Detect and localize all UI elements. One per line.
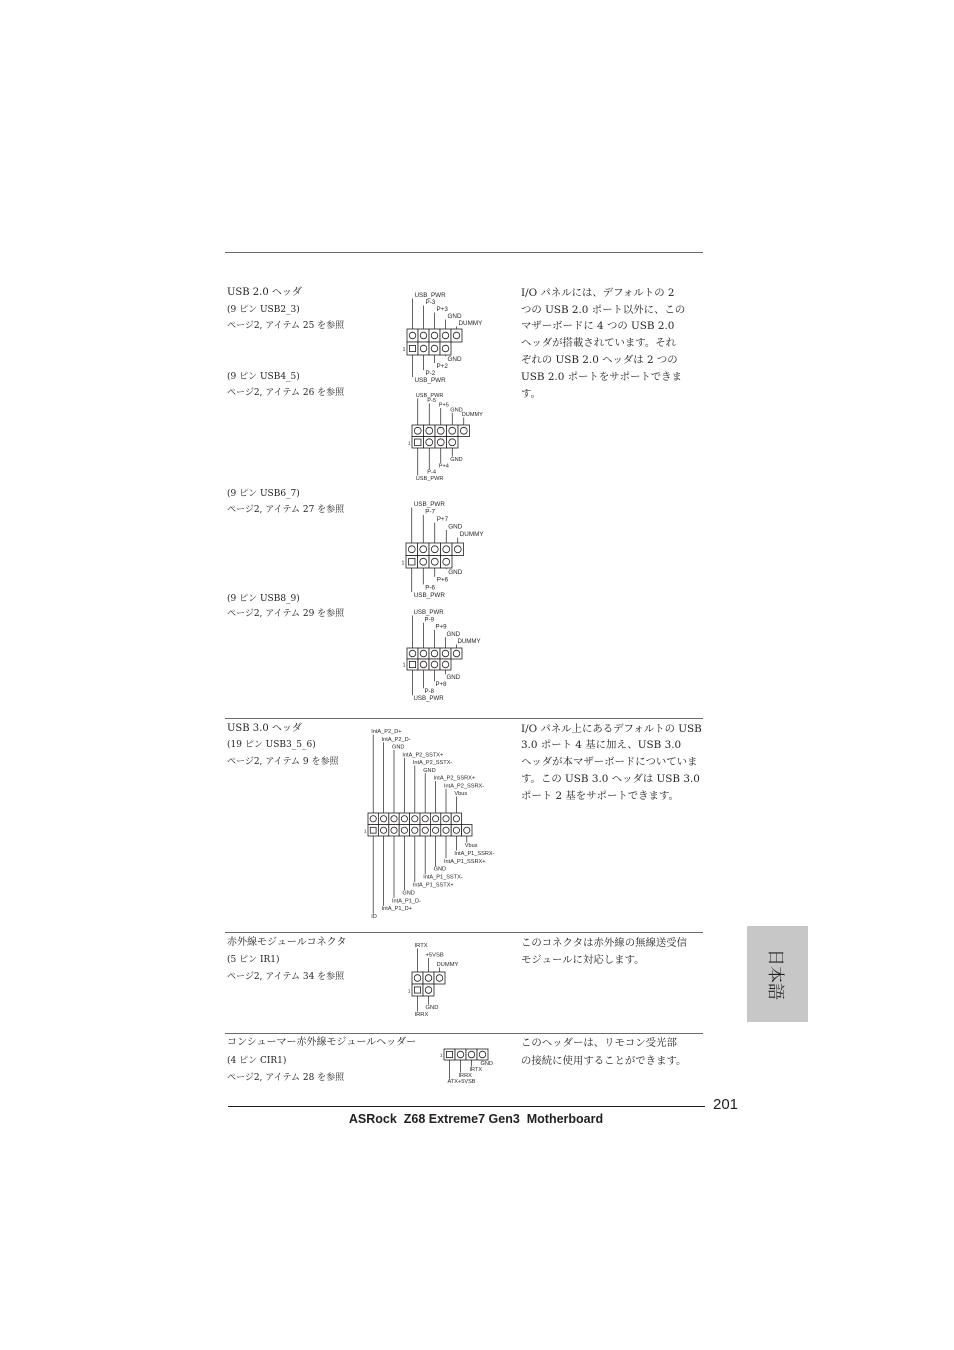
usb3_5_6-reference: ページ2, アイテム 9 を参照 <box>227 757 339 767</box>
pin-cell <box>430 813 440 825</box>
pin-cell <box>420 813 430 825</box>
usb6_7-pin-count: (9 ピン USB6_7) <box>227 489 300 499</box>
pin-label: USB_PWR <box>415 475 444 482</box>
pin-cell <box>406 543 418 556</box>
usb20-description-line: USB 2.0 ポートをサポートできま <box>521 371 682 383</box>
pin-label: USB_PWR <box>414 377 446 384</box>
pin-label: IRRX <box>414 1012 429 1018</box>
cir-description-line: このヘッダーは、リモコン受光部 <box>521 1037 677 1049</box>
pin-cell <box>399 825 409 837</box>
cir-section-title: コンシューマー赤外線モジュールヘッダー <box>227 1037 417 1048</box>
pin-cell <box>399 813 409 825</box>
pin-cell <box>447 437 459 449</box>
pin-cell <box>452 543 464 556</box>
pin-label: DUMMY <box>457 638 481 645</box>
pin-cell <box>423 984 434 996</box>
pin-label: GND <box>450 457 463 463</box>
pin-cell <box>418 342 429 355</box>
pin-cell <box>418 556 430 569</box>
ir1-pin-count: (5 ピン IR1) <box>227 955 280 965</box>
pin-label: GND <box>402 890 415 897</box>
pin-cell <box>412 972 423 984</box>
pin-cell <box>447 425 459 437</box>
ir-description-line: このコネクタは赤外線の無線送受信 <box>521 937 688 949</box>
pin-cell <box>378 825 388 837</box>
pin-cell <box>423 972 434 984</box>
pin1-marker: 1 <box>407 989 411 995</box>
pin-cell <box>444 1049 455 1060</box>
pin-label: IntA_P1_SSTX- <box>423 874 463 881</box>
usb8-9-diagram <box>403 609 481 702</box>
pin1-marker: 1 <box>402 347 406 354</box>
pin-cell <box>451 648 462 659</box>
pin-cell <box>424 425 436 437</box>
pin-cell <box>410 813 420 825</box>
usb4_5-reference: ページ2, アイテム 26 を参照 <box>227 388 345 398</box>
pin-label: GND <box>447 313 462 320</box>
pin-label: DUMMY <box>436 962 459 968</box>
pin-label: P-7 <box>425 508 436 516</box>
pin-cell <box>412 984 423 996</box>
usb3-5-6-diagram <box>364 729 495 920</box>
pin-label: P+4 <box>438 463 449 470</box>
pin-cell <box>441 543 453 556</box>
pin1-marker: 1 <box>402 662 406 669</box>
pin-label: Vbus <box>454 791 468 797</box>
pin-cell <box>368 825 378 837</box>
pin-cell <box>458 425 470 437</box>
pin-label: IntA_P1_D+ <box>381 906 412 913</box>
pin-label: IntA_P1_D- <box>392 898 421 905</box>
pin-cell <box>406 556 418 569</box>
pin-cell <box>418 329 429 342</box>
pin-cell <box>378 813 388 825</box>
pin-cell <box>420 825 430 837</box>
ir-description-line: モジュールに対応します。 <box>521 954 645 966</box>
cir-description-line: の接続に使用することができます。 <box>521 1055 687 1067</box>
pin-label: P+9 <box>435 623 447 631</box>
pin-label: GND <box>448 523 463 531</box>
usb8_9-pin-count: (9 ピン USB8_9) <box>227 594 300 604</box>
pin-cell <box>441 825 451 837</box>
usb8_9-reference: ページ2, アイテム 29 を参照 <box>227 609 345 619</box>
pin-label: P+8 <box>435 681 447 688</box>
pin-label: DUMMY <box>458 320 483 327</box>
pin-cell <box>368 813 378 825</box>
pin-label: IntA_P2_D- <box>381 736 411 743</box>
pin-cell <box>429 342 440 355</box>
usb3_5_6-pin-count: (19 ピン USB3_5_6) <box>227 740 316 750</box>
usb6_7-reference: ページ2, アイテム 27 を参照 <box>227 505 345 515</box>
cir1-reference: ページ2, アイテム 28 を参照 <box>227 1073 345 1083</box>
pin-label: IntA_P2_SSRX+ <box>433 775 476 782</box>
pin-label: IntA_P1_SSRX- <box>454 850 495 857</box>
pin-label: P+7 <box>436 516 449 523</box>
usb20-description-line: ヘッダが搭載されています。それ <box>521 337 677 349</box>
pin1-marker: 1 <box>439 1053 443 1059</box>
usb30-description-line: I/O パネル上にあるデフォルトの USB <box>521 723 702 735</box>
pin-cell <box>424 437 436 449</box>
pin-label: P-2 <box>425 370 436 377</box>
pin-label: IntA_P1_SSRX+ <box>444 858 486 865</box>
usb30-description-line: 3.0 ポート 4 基に加え、USB 3.0 <box>521 739 682 751</box>
pin-label: GND <box>447 356 462 363</box>
ir1-reference: ページ2, アイテム 34 を参照 <box>227 972 345 982</box>
pin-cell <box>440 342 451 355</box>
pin-label: GND <box>423 767 436 774</box>
pin-label: P-8 <box>424 688 434 695</box>
pin-cell <box>410 825 420 837</box>
usb2_3-reference: ページ2, アイテム 25 を参照 <box>227 321 345 331</box>
pin-cell <box>429 543 441 556</box>
pin-cell <box>389 813 399 825</box>
product-name: ASRock Z68 Extreme7 Gen3 Motherboard <box>348 1112 604 1126</box>
usb2-3-diagram <box>403 292 484 384</box>
usb20-description-line: す。 <box>521 388 541 400</box>
page-number: 201 <box>713 1096 739 1113</box>
usb30-description-line: す。この USB 3.0 ヘッダは USB 3.0 <box>521 773 700 785</box>
usb30-description-line: ヘッダが本マザーボードについていま <box>521 756 698 768</box>
usb2_3-pin-count: (9 ピン USB2_3) <box>227 305 300 315</box>
pin-label: USB_PWR <box>413 695 444 702</box>
pin-cell <box>455 1049 466 1060</box>
pin-label: USB_PWR <box>413 609 444 616</box>
pin-cell <box>451 825 461 837</box>
pin-cell <box>462 825 472 837</box>
pin-cell <box>441 556 453 569</box>
pin-cell <box>440 329 451 342</box>
pin-cell <box>412 425 424 437</box>
pin-label: DUMMY <box>461 412 483 418</box>
pin-label: ID <box>371 914 377 921</box>
usb20-description-line: I/O パネルには、デフォルトの 2 <box>521 287 675 299</box>
pin-label: USB_PWR <box>413 592 445 600</box>
pin-label: GND <box>448 569 463 576</box>
usb30-description-line: ポート 2 基をサポートできます。 <box>521 790 679 802</box>
usb20-description-line: マザーボードに 4 つの USB 2.0 <box>521 320 675 332</box>
cir1-diagram <box>440 1049 493 1085</box>
usb4-5-diagram <box>408 393 483 482</box>
pin-label: IRTX <box>414 943 428 949</box>
pin-cell <box>434 972 445 984</box>
language-tab <box>747 926 808 1022</box>
usb20-description-line: ぞれの USB 2.0 ヘッダは 2 つの <box>521 354 678 366</box>
pin-label: IntA_P1_SSTX+ <box>412 882 454 889</box>
pin-cell <box>412 437 424 449</box>
pin-label: GND <box>446 674 461 681</box>
usb20-section-title: USB 2.0 ヘッダ <box>227 287 302 298</box>
pin-label: IRRX <box>458 1073 472 1079</box>
pin-cell <box>429 329 440 342</box>
pin-cell <box>466 1049 477 1060</box>
pin-cell <box>418 648 429 659</box>
cir1-pin-count: (4 ピン CIR1) <box>227 1056 287 1066</box>
pin-cell <box>435 425 447 437</box>
pin-cell <box>429 648 440 659</box>
pin-label: IntA_P2_SSTX- <box>412 760 453 766</box>
pin1-marker: 1 <box>407 441 411 447</box>
pin-label: GND <box>446 630 461 638</box>
pin-label: USB_PWR <box>413 501 445 508</box>
pin-label: GND <box>433 866 447 873</box>
pin-label: P-4 <box>427 469 436 476</box>
pin-label: P-5 <box>427 397 436 404</box>
pin-cell <box>389 825 399 837</box>
pin-label: Vbus <box>464 843 478 849</box>
pin-cell <box>451 813 461 825</box>
pin-label: ATX+5VSB <box>447 1079 476 1085</box>
pin-cell <box>440 648 451 659</box>
ir-section-title: 赤外線モジュールコネクタ <box>227 937 347 948</box>
usb6-7-diagram <box>402 501 485 599</box>
usb20-description-line: つの USB 2.0 ポート以外に、この <box>521 304 686 316</box>
pin-cell <box>418 659 429 670</box>
pin-label: IRTX <box>469 1067 483 1073</box>
pin-label: P+2 <box>436 363 448 370</box>
pin-cell <box>435 437 447 449</box>
pin-label: P-3 <box>425 299 436 306</box>
pin-cell <box>407 329 418 342</box>
ir1-diagram <box>408 943 459 1018</box>
pin-label: DUMMY <box>459 531 484 538</box>
pin-label: P+5 <box>438 402 449 409</box>
pin-cell <box>418 543 430 556</box>
usb4_5-pin-count: (9 ピン USB4_5) <box>227 372 300 382</box>
pin-label: GND <box>425 1005 439 1011</box>
language-tab-label: 日本語 <box>765 948 785 1000</box>
pin-label: GND <box>480 1061 493 1067</box>
pin-label: GND <box>392 744 405 751</box>
pin-cell <box>407 659 418 670</box>
pin-label: USB_PWR <box>414 292 446 299</box>
pin-label: +5VSB <box>425 952 444 959</box>
pin-cell <box>407 648 418 659</box>
pin-label: GND <box>450 407 463 414</box>
pin-label: IntA_P2_SSRX- <box>444 783 485 790</box>
pin-cell <box>429 659 440 670</box>
pin1-marker: 1 <box>401 560 405 567</box>
pin-label: P+6 <box>436 576 449 584</box>
pin-label: P+3 <box>436 306 448 313</box>
usb30-section-title: USB 3.0 ヘッダ <box>227 723 302 734</box>
pin-cell <box>441 813 451 825</box>
pin-label: IntA_P2_SSTX+ <box>402 752 444 759</box>
pin-cell <box>429 556 441 569</box>
pin-label: P-6 <box>425 584 436 592</box>
pin-label: USB_PWR <box>415 393 444 399</box>
pin-cell <box>430 825 440 837</box>
pin-cell <box>407 342 418 355</box>
pin-label: IntA_P2_D+ <box>371 729 402 735</box>
pin-cell <box>477 1049 488 1060</box>
pin-cell <box>451 329 462 342</box>
pin-cell <box>440 659 451 670</box>
footer-divider <box>228 1106 705 1107</box>
pin1-marker: 1 <box>363 829 367 835</box>
pin-label: P-9 <box>424 616 434 624</box>
